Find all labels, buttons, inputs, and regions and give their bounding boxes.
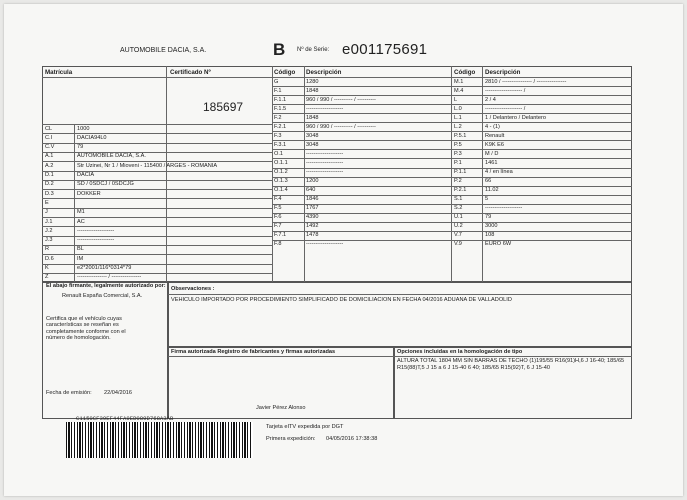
right-row-code: L (454, 96, 458, 103)
mid-row-value: 1280 (306, 78, 319, 85)
right-row-value: 2810 / ---------------- / ---------------- (485, 78, 567, 85)
tarjeta-label: Tarjeta eITV expedida por DGT (266, 424, 344, 430)
left-row-line (42, 217, 272, 218)
col-divider-4 (482, 66, 483, 282)
barcode-image (66, 422, 253, 458)
mid-row-line (272, 86, 451, 87)
right-row-line (451, 240, 632, 241)
firma-divider (168, 356, 632, 357)
left-row-line (42, 208, 272, 209)
mid-row-code: O.1 (274, 150, 284, 157)
mid-row-line (272, 140, 451, 141)
right-row-code: M.1 (454, 78, 464, 85)
left-row-line (42, 264, 272, 265)
right-desc-header: Descripción (485, 69, 521, 76)
mid-row-value: 1492 (306, 223, 319, 230)
mid-row-line (272, 240, 451, 241)
left-row-value: DACIA94L0 (77, 134, 107, 141)
right-row-line (451, 195, 632, 196)
right-row-line (451, 149, 632, 150)
left-row-line (42, 236, 272, 237)
left-row-value: M1 (77, 209, 85, 216)
mid-row-line (272, 195, 451, 196)
firmante-label: El abajo firmante, legalmente autorizado por: (46, 283, 166, 289)
right-row-code: P.5 (454, 141, 462, 148)
left-row-line (42, 245, 272, 246)
left-row-code: A.1 (45, 153, 54, 160)
right-row-value: Renault (485, 132, 505, 139)
right-row-code: P.1.1 (454, 169, 467, 175)
mid-row-code: O.1.3 (274, 178, 288, 185)
left-row-value: -------------------- (77, 227, 115, 234)
mid-row-code: F.2 (274, 114, 282, 121)
certificado-number: 185697 (203, 100, 244, 114)
right-row-code: P.2 (454, 178, 462, 185)
left-row-value: ---------------- / ---------------- (77, 274, 142, 281)
mid-row-code: F.3.1 (274, 141, 287, 148)
right-row-line (451, 168, 632, 169)
left-row-code: E (45, 199, 49, 206)
right-row-value: 2 / 4 (485, 96, 496, 103)
right-row-value: K9K E6 (485, 141, 504, 148)
left-row-value: 1000 (77, 125, 90, 132)
col-divider-1 (272, 66, 273, 282)
certificado-label: Certificado Nº (170, 69, 211, 76)
mid-row-code: O.1.2 (274, 169, 288, 175)
right-row-line (451, 95, 632, 96)
opciones-value: ALTURA TOTAL 1804 MM SIN BARRAS DE TECHO (1)195/55 R16(91)H,6 J 16-40; 185/65 R15(88)T,5 J 15 a 6 J 15-40 6 40; 185/65 R15(92)T, 6 J 15-40 (397, 358, 625, 371)
left-row-line (42, 198, 272, 199)
firmante-box (42, 282, 168, 419)
observaciones-box (168, 282, 632, 347)
right-row-code: U.1 (454, 214, 463, 221)
left-row-value: IM (77, 255, 84, 262)
observaciones-label: Observaciones : (171, 286, 215, 292)
mid-desc-header: Descripción (306, 69, 342, 76)
matricula-label: Matrícula (45, 69, 73, 76)
right-row-line (451, 131, 632, 132)
left-row-line (42, 171, 272, 172)
mid-row-value: -------------------- (306, 169, 344, 175)
left-row-line (42, 180, 272, 181)
opciones-label: Opciones incluidas en la homologación de tipo (397, 349, 523, 355)
right-row-line (451, 86, 632, 87)
mid-row-value: 1767 (306, 205, 319, 212)
right-row-line (451, 104, 632, 105)
right-row-value: 3000 (485, 223, 498, 230)
left-row-value: DACIA (77, 172, 95, 178)
right-row-line (451, 204, 632, 205)
mid-row-line (272, 168, 451, 169)
mid-row-value: -------------------- (306, 150, 344, 157)
mid-row-value: 3048 (306, 132, 319, 139)
right-row-line (451, 140, 632, 141)
right-row-value: 79 (485, 214, 492, 221)
left-row-code: D.2 (45, 181, 54, 188)
right-row-line (451, 113, 632, 114)
manufacturer-name: AUTOMOBILE DACIA, S.A. (120, 47, 207, 54)
right-row-value: 1 / Delantero / Delantero (485, 114, 546, 121)
mid-row-line (272, 149, 451, 150)
left-row-line (42, 152, 272, 153)
mid-row-line (272, 131, 451, 132)
mid-row-code: F.8 (274, 241, 282, 248)
left-row-code: Z (45, 274, 49, 281)
left-row-value: e2*2001/116*0314*79 (77, 265, 132, 271)
right-row-line (451, 222, 632, 223)
mid-row-value: 1846 (306, 196, 319, 203)
right-row-line (451, 186, 632, 187)
mid-row-value: 4390 (306, 214, 319, 221)
left-row-value: 79 (77, 144, 84, 151)
left-row-line (42, 189, 272, 190)
right-row-value: EURO 6W (485, 241, 512, 248)
mid-row-line (272, 177, 451, 178)
mid-row-code: F.2.1 (274, 123, 287, 130)
right-row-value: 5 (485, 196, 489, 203)
right-row-code: V.9 (454, 241, 462, 248)
left-row-value: AUTOMOBILE DACIA, S.A. (77, 153, 146, 160)
right-row-code: L.2 (454, 123, 462, 130)
left-row-line (42, 226, 272, 227)
mid-row-line (272, 158, 451, 159)
mid-code-header: Código (274, 69, 296, 76)
mid-row-line (272, 213, 451, 214)
left-row-value: -------------------- (77, 237, 115, 244)
right-row-code: P.5.1 (454, 132, 467, 139)
right-row-value: M / D (485, 150, 499, 157)
mid-row-line (272, 222, 451, 223)
mid-row-value: 1848 (306, 87, 319, 94)
mid-row-value: 960 / 990 / ---------- / ---------- (306, 96, 376, 103)
right-row-code: V.7 (454, 232, 462, 239)
right-row-code: P.3 (454, 150, 462, 157)
right-row-code: L.1 (454, 114, 462, 121)
mid-row-code: O.1.4 (274, 187, 288, 194)
left-row-code: J.3 (45, 237, 53, 244)
mid-row-value: 960 / 990 / ---------- / ---------- (306, 123, 376, 130)
left-row-code: CL (45, 125, 53, 132)
right-row-line (451, 122, 632, 123)
right-row-code: L.0 (454, 105, 462, 112)
mid-row-line (272, 104, 451, 105)
right-row-value: -------------------- / (485, 87, 526, 94)
mid-row-line (272, 95, 451, 96)
serie-label: Nº de Serie: (297, 47, 330, 53)
mid-row-line (272, 113, 451, 114)
mid-row-value: -------------------- (306, 241, 344, 248)
left-row-code: K (45, 265, 49, 271)
left-row-code: R (45, 246, 50, 253)
left-row-value: AC (77, 218, 85, 225)
mid-row-value: 1848 (306, 114, 319, 121)
right-row-line (451, 213, 632, 214)
left-row-line (42, 273, 272, 274)
left-row-value: BL (77, 246, 84, 253)
mid-row-code: F.1 (274, 87, 282, 94)
right-row-code: P.2.1 (454, 187, 467, 194)
left-row-code: D.1 (45, 172, 54, 178)
right-row-value: 4 / en línea (485, 169, 513, 175)
mid-row-code: F.1.5 (274, 105, 287, 112)
left-row-value: DOKKER (77, 190, 101, 197)
right-row-line (451, 177, 632, 178)
right-row-value: 4 - (1) (485, 123, 500, 130)
primera-value: 04/05/2016 17:38:38 (326, 436, 378, 442)
left-row-line (42, 254, 272, 255)
mid-row-code: F.5 (274, 205, 282, 212)
left-row-value: SD / 0SDCJ / 0SDCJG (77, 181, 134, 188)
right-row-line (451, 231, 632, 232)
certifica-text: Certifica que el vehículo cuyas características se reseñan es completamente conforme con el número de homologación. (46, 316, 126, 342)
right-row-value: 108 (485, 232, 495, 239)
mid-row-value: 1200 (306, 178, 319, 185)
mid-row-code: F.6 (274, 214, 282, 221)
right-row-code: P.1 (454, 159, 462, 166)
right-row-code: U.2 (454, 223, 463, 230)
right-row-value: -------------------- / (485, 105, 526, 112)
fecha-value: 22/04/2016 (104, 390, 132, 396)
right-row-value: -------------------- (485, 205, 523, 212)
right-code-header: Código (454, 69, 476, 76)
mid-row-line (272, 122, 451, 123)
left-row-code: J (45, 209, 48, 216)
mid-row-value: 1478 (306, 232, 319, 239)
mid-row-line (272, 231, 451, 232)
mid-row-line (272, 204, 451, 205)
left-row-code: C.I (45, 134, 53, 141)
observaciones-value: VEHICULO IMPORTADO POR PROCEDIMIENTO SIMPLIFICADO DE DOMICILIACION EN FECHA 04/2016 ADUANA DE VALLADOLID (171, 297, 512, 303)
left-code-divider (74, 124, 75, 282)
mid-row-code: F.3 (274, 132, 282, 139)
serie-number: e001175691 (342, 41, 428, 58)
mid-row-code: O.1.1 (274, 159, 288, 166)
right-row-code: M.4 (454, 87, 464, 94)
left-row-code: A.2 (45, 162, 54, 169)
mid-row-value: 3048 (306, 141, 319, 148)
right-row-value: 11.02 (485, 187, 499, 194)
signer-name: Javier Pérez Alonso (256, 405, 306, 411)
right-row-line (451, 158, 632, 159)
left-row-code: D.3 (45, 190, 54, 197)
mid-row-value: -------------------- (306, 105, 344, 112)
left-row-value: Str Uzinei, Nr 1 / Mioveni - 115400 / ARGES - ROMANIA (77, 162, 218, 169)
mid-row-code: F.4 (274, 196, 282, 203)
code-string: C1150CF39EF44FA9ED089D768A3AB (76, 415, 174, 422)
mid-row-code: F.7.1 (274, 232, 287, 239)
right-row-code: S.1 (454, 196, 463, 203)
firma-label: Firma autorizada Registro de fabricantes y firmas autorizadas (171, 349, 336, 355)
right-row-value: 66 (485, 178, 492, 185)
left-row-code: D.6 (45, 255, 54, 262)
fecha-label: Fecha de emisión: (46, 390, 92, 396)
col-divider-0 (166, 66, 167, 282)
mid-row-line (272, 186, 451, 187)
left-row-code: J.1 (45, 218, 53, 225)
left-row-code: J.2 (45, 227, 53, 234)
right-row-code: S.2 (454, 205, 463, 212)
mid-row-code: F.1.1 (274, 96, 287, 103)
observaciones-divider (168, 294, 632, 295)
left-row-line (42, 133, 272, 134)
left-row-line (42, 161, 272, 162)
col-divider-2 (304, 66, 305, 282)
mid-row-value: 640 (306, 187, 316, 194)
mid-row-code: F.7 (274, 223, 282, 230)
category-letter: B (273, 40, 286, 59)
right-row-value: 1461 (485, 159, 498, 166)
primera-label: Primera expedición: (266, 436, 316, 442)
mid-row-code: G (274, 78, 279, 85)
mid-row-value: -------------------- (306, 159, 344, 166)
col-divider-3 (451, 66, 452, 282)
left-row-code: C.V (45, 144, 55, 151)
left-row-line (42, 143, 272, 144)
firmante-value: Renault España Comercial, S.A. (62, 293, 143, 299)
